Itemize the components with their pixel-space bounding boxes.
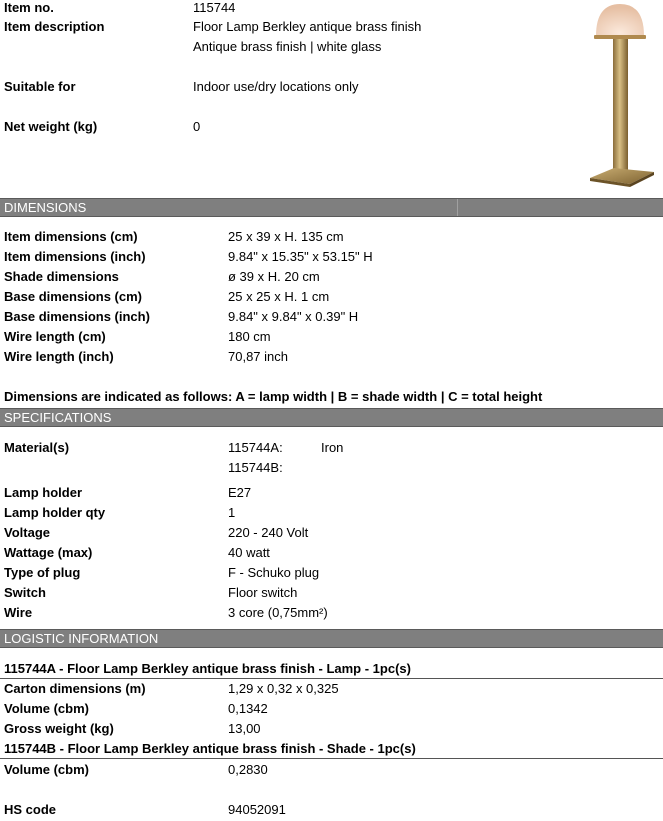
dimensions-title: DIMENSIONS [4,200,87,215]
spec-row-value: Floor switch [228,585,298,600]
header-divider [457,199,458,216]
dim-row-label: Base dimensions (inch) [4,309,150,324]
logistic-row-label: Gross weight (kg) [4,721,114,736]
spec-row-label: Wattage (max) [4,545,93,560]
spec-row-value: 1 [228,505,236,520]
floor-lamp-image [578,2,662,192]
spec-row-value: E27 [228,485,252,500]
spec-row-label: Type of plug [4,565,81,580]
spec-row-label: Wire [4,605,33,620]
spec-row-label: Lamp holder [4,485,83,500]
specifications-title: SPECIFICATIONS [4,410,112,425]
spec-row-value: F - Schuko plug [228,565,320,580]
dim-row-label: Item dimensions (inch) [4,249,146,264]
logistic-row-value: 0,2830 [228,762,268,777]
logistic-part-a-title: 115744A - Floor Lamp Berkley antique brass finish - Lamp - 1pc(s) [4,661,411,676]
dim-row-label: Item dimensions (cm) [4,229,138,244]
suitable-for-label: Suitable for [4,79,76,94]
item-no-label: Item no. [4,0,54,15]
logistic-row-value: 1,29 x 0,32 x 0,325 [228,681,339,696]
dim-row-value: 25 x 39 x H. 135 cm [228,229,344,244]
material-a-value: Iron [321,440,344,455]
spec-row-label: Voltage [4,525,50,540]
material-a-code: 115744A: [228,440,283,455]
logistic-row-value: 13,00 [228,721,261,736]
suitable-for-value: Indoor use/dry locations only [193,79,359,94]
dim-row-value: 25 x 25 x H. 1 cm [228,289,330,304]
item-description-label: Item description [4,19,105,34]
logistic-row-label: Volume (cbm) [4,762,89,777]
logistic-row-value: 0,1342 [228,701,268,716]
dim-row-label: Wire length (cm) [4,329,106,344]
dim-row-value: 9.84" x 9.84" x 0.39" H [228,309,359,324]
spec-row-value: 3 core (0,75mm²) [228,605,328,620]
divider-line [0,758,663,759]
item-description-line-1: Floor Lamp Berkley antique brass finish [193,19,422,34]
logistic-row-label: Carton dimensions (m) [4,681,146,696]
spec-row-value: 220 - 240 Volt [228,525,309,540]
item-description-line-2: Antique brass finish | white glass [193,39,382,54]
hs-code-value: 94052091 [228,802,286,817]
divider-line [0,678,663,679]
dimensions-note: Dimensions are indicated as follows: A = lamp width | B = shade width | C = total height [4,389,543,404]
logistic-title: LOGISTIC INFORMATION [4,631,159,646]
spec-row-label: Switch [4,585,46,600]
dim-row-value: 9.84" x 15.35" x 53.15" H [228,249,373,264]
specifications-header [0,408,663,427]
material-label: Material(s) [4,440,70,455]
hs-code-label: HS code [4,802,57,817]
dim-row-label: Base dimensions (cm) [4,289,142,304]
net-weight-label: Net weight (kg) [4,119,98,134]
dim-row-label: Shade dimensions [4,269,119,284]
dimensions-header [0,198,663,217]
dim-row-value: 70,87 inch [228,349,288,364]
dim-row-value: ø 39 x H. 20 cm [228,269,320,284]
logistic-part-b-title: 115744B - Floor Lamp Berkley antique brass finish - Shade - 1pc(s) [4,741,416,756]
net-weight-value: 0 [193,119,201,134]
spec-row-label: Lamp holder qty [4,505,106,520]
dim-row-label: Wire length (inch) [4,349,114,364]
logistic-row-label: Volume (cbm) [4,701,89,716]
material-b-code: 115744B: [228,460,283,475]
item-no-value: 115744 [193,0,236,15]
dim-row-value: 180 cm [228,329,271,344]
logistic-header [0,629,663,648]
spec-row-value: 40 watt [228,545,270,560]
